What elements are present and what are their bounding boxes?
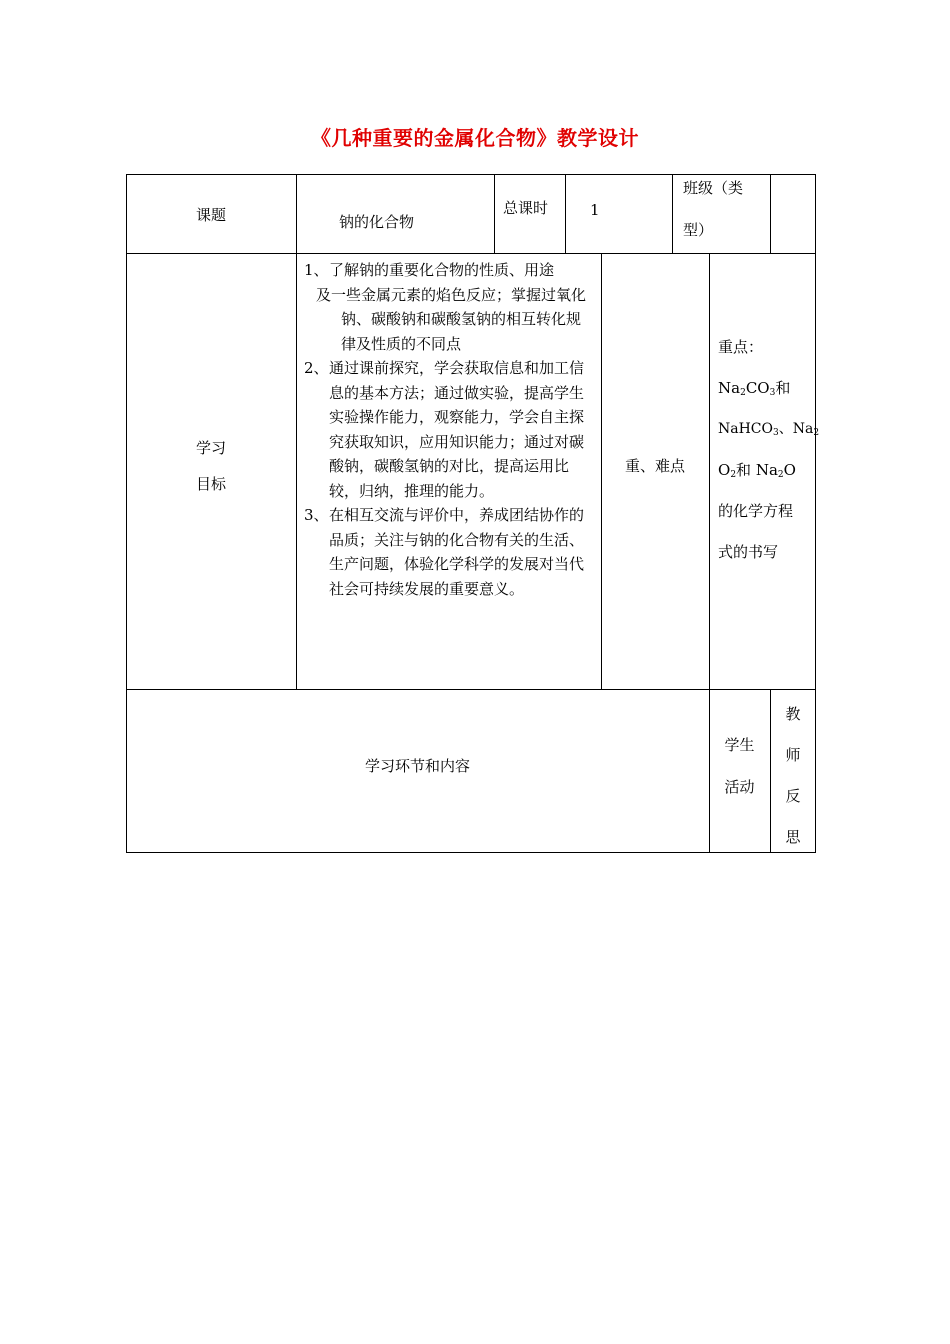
objective-number: 3、 [304,506,329,524]
objective-item [304,356,592,503]
topic-label: 课题 [195,206,226,224]
row2-divider [709,253,710,690]
row1-divider [672,174,673,254]
formula-na2co3: $Na_2CO_3$和 [718,379,791,398]
table-row-divider-1 [126,253,816,254]
objective-text-cont: 工信息的基本方法；通过做实验，提高学生实验操作能力，观察能力，学会自主探究获取知识，应用知识能力；通过对碳酸钠，碳酸氢钠的对比，提高运用比较，归纳，推理的能力。 [329,359,585,500]
objective-text: 通过课前探究，学会获取信息和加 [329,359,555,377]
student-activity-label-line2: 活动 [724,778,755,796]
objectives-label-line2: 目标 [195,475,226,493]
formula-nahco3: NaHCO$_3$、$Na_2$ [718,421,820,438]
row2-divider [296,253,297,690]
class-type-label-line1: 班级（类 [683,179,744,197]
objective-item [304,258,592,356]
objectives-label-line1: 学习 [195,439,226,457]
key-points-line5: 的化学方程 [718,502,794,520]
key-points-line6: 式的书写 [718,543,779,561]
key-points-content [718,327,820,573]
teacher-reflection-char: 教 [785,705,801,723]
content-label: 学习环节和内容 [364,757,470,775]
row3-divider [709,689,710,853]
row1-divider [494,174,495,254]
objectives-list [304,258,592,601]
objective-number: 2、 [304,359,329,377]
objective-text-cont: 作的品质；关注与钠的化合物有关的生活、生产问题，体验化学科学的发展对当代社会可持续发展的重要意义。 [329,506,585,598]
teacher-reflection-char: 思 [785,828,801,846]
total-hours-label: 总课时 [503,199,549,217]
table-border-bottom [126,852,816,853]
teacher-reflection-char: 师 [785,746,801,764]
class-type-label-line2: 型） [683,221,714,239]
objective-item [304,503,592,601]
table-border-top [126,174,816,175]
row1-divider [296,174,297,254]
teacher-reflection-label [773,694,813,858]
document-title: 《几种重要的金属化合物》教学设计 [311,126,639,150]
objective-text-cont: 及一些金属元素的焰色反应；掌握过氧化钠、碳酸钠和碳酸氢钠的相互转化规律及性质的不同点 [316,285,587,353]
row1-divider [770,174,771,254]
table-border-right [815,174,816,853]
key-points-heading: 重点： [718,338,764,356]
row1-divider [565,174,566,254]
student-activity-label-line1: 学生 [724,736,755,754]
table-row-divider-2 [126,689,816,690]
key-points-label: 重、难点 [624,457,685,475]
total-hours-value: 1 [590,201,600,219]
table-border-left [126,174,127,853]
objective-number: 1、 [304,261,329,279]
formula-na2o2-na2o: $O_2$和 $Na_2O$ [718,461,796,480]
objective-text: 了解钠的重要化合物的性质、用途 [329,261,555,279]
topic-value: 钠的化合物 [339,213,415,231]
row3-divider [770,689,771,853]
teacher-reflection-char: 反 [785,787,801,805]
objective-text: 在相互交流与评价中，养成团结协 [329,506,555,524]
